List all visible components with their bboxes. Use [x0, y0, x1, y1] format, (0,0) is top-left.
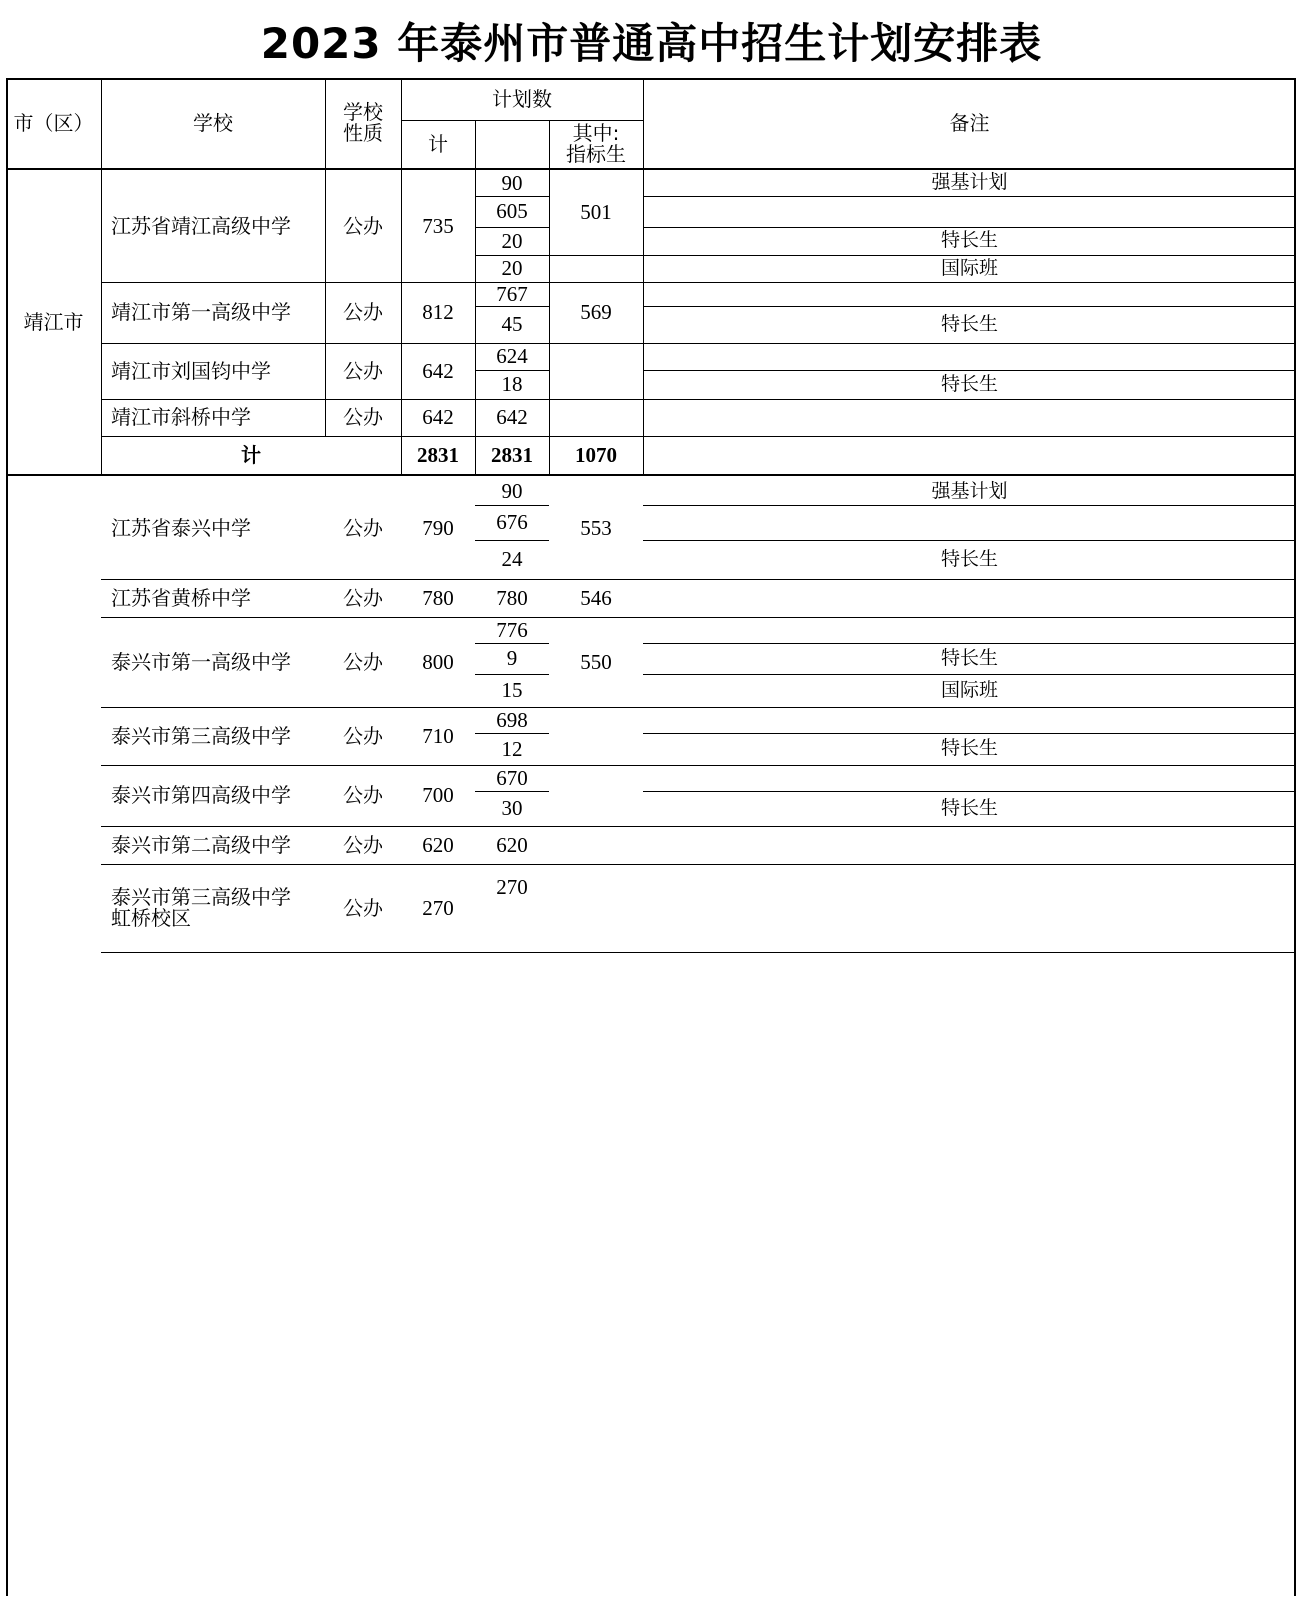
quota-count: 546 — [580, 585, 612, 610]
sum-label: 计 — [241, 442, 261, 467]
sub-row-rule — [475, 674, 549, 675]
col-rule — [475, 170, 476, 474]
note-cell — [643, 707, 1296, 733]
header-note: 备注 — [949, 110, 990, 135]
school-nature: 公办 — [343, 585, 383, 610]
sub-row-rule — [475, 196, 549, 197]
school-nature: 公办 — [343, 516, 383, 540]
col-rule — [643, 170, 644, 474]
plan-total: 620 — [422, 832, 454, 857]
plan-count: 90 — [501, 170, 523, 195]
plan-count: 30 — [501, 796, 523, 821]
header-nature: 学校 性质 — [343, 100, 383, 145]
school-nature: 公办 — [343, 723, 383, 748]
header-total: 计 — [428, 131, 448, 156]
school-name: 靖江市刘国钧中学 — [111, 358, 271, 383]
note-cell — [643, 765, 1296, 791]
note-cell — [643, 399, 1296, 436]
school-name: 泰兴市第三高级中学 虹桥校区 — [111, 885, 291, 930]
quota-rule — [549, 255, 643, 256]
note-cell — [643, 196, 1296, 227]
col-rule — [101, 170, 102, 474]
note-cell: 特长生 — [940, 229, 998, 252]
district-bottom-rule — [6, 474, 1296, 476]
plan-total: 270 — [422, 895, 454, 920]
note-row-rule — [643, 306, 1296, 307]
note-row-rule — [643, 643, 1296, 644]
note-row-rule — [643, 540, 1296, 541]
school-nature: 公办 — [343, 358, 383, 383]
header-plan: 计划数 — [492, 86, 552, 111]
quota-count — [549, 399, 643, 436]
note-row-rule — [643, 196, 1296, 197]
header-col-rule — [401, 78, 402, 168]
school-name: 泰兴市第三高级中学 — [111, 723, 291, 748]
school-nature: 公办 — [343, 649, 383, 674]
note-cell: 特长生 — [940, 646, 998, 669]
school-nature: 公办 — [343, 783, 383, 807]
quota-count — [549, 765, 643, 826]
page-title: 2023 年泰州市普通高中招生计划安排表 — [260, 19, 1043, 68]
plan-count: 24 — [501, 547, 523, 572]
note-cell: 特长生 — [940, 372, 998, 395]
note-row-rule — [643, 370, 1296, 371]
plan-count: 780 — [496, 585, 528, 610]
note-cell — [643, 864, 1296, 911]
quota-count — [549, 864, 643, 952]
note-row-rule — [643, 733, 1296, 734]
sub-row-rule — [475, 643, 549, 644]
plan-count: 642 — [496, 405, 528, 430]
plan-count: 90 — [501, 479, 523, 504]
school-name: 靖江市第一高级中学 — [111, 300, 291, 324]
school-name: 靖江市斜桥中学 — [111, 405, 251, 429]
sum-quota: 1070 — [575, 442, 617, 467]
header-col-rule — [549, 120, 550, 168]
plan-count: 670 — [496, 765, 528, 790]
header-school: 学校 — [193, 110, 233, 135]
note-row-rule — [643, 255, 1296, 256]
sub-row-rule — [475, 505, 549, 506]
note-cell — [643, 505, 1296, 540]
sum-plan: 2831 — [491, 442, 533, 467]
note-row-rule — [643, 227, 1296, 228]
plan-count: 45 — [501, 312, 523, 337]
note-cell — [643, 617, 1296, 643]
school-nature: 公办 — [343, 895, 383, 920]
note-cell: 特长生 — [940, 312, 998, 335]
note-row-rule — [643, 505, 1296, 506]
plan-total: 780 — [422, 585, 454, 610]
col-rule — [401, 170, 402, 474]
plan-total: 800 — [422, 649, 454, 674]
school-name: 江苏省靖江高级中学 — [111, 213, 291, 238]
school-name: 泰兴市第四高级中学 — [111, 783, 291, 807]
note-row-rule — [643, 674, 1296, 675]
note-cell: 特长生 — [940, 796, 998, 819]
enrollment-plan-table — [6, 78, 1296, 1596]
quota-count: 501 — [580, 200, 612, 225]
school-nature: 公办 — [343, 832, 383, 857]
note-cell — [643, 343, 1296, 370]
school-nature: 公办 — [343, 300, 383, 324]
note-cell: 特长生 — [940, 547, 998, 570]
school-name: 泰兴市第二高级中学 — [111, 832, 291, 857]
note-cell: 强基计划 — [931, 171, 1008, 194]
plan-count: 620 — [496, 832, 528, 857]
header-col-rule — [643, 78, 644, 168]
quota-count: 569 — [580, 300, 612, 325]
sub-row-rule — [475, 306, 549, 307]
quota-count: 550 — [580, 649, 612, 674]
note-cell — [643, 826, 1296, 864]
plan-count: 15 — [501, 678, 523, 703]
plan-count: 18 — [501, 372, 523, 397]
plan-count: 12 — [501, 736, 523, 761]
col-rule — [325, 170, 326, 436]
plan-total: 790 — [422, 516, 454, 541]
plan-count: 9 — [506, 646, 518, 671]
sub-row-rule — [475, 370, 549, 371]
plan-count: 676 — [496, 510, 528, 535]
header-quota: 其中: 指标生 — [566, 121, 626, 166]
plan-total: 700 — [422, 783, 454, 808]
header-col-rule — [475, 120, 476, 168]
note-cell: 特长生 — [940, 737, 998, 760]
quota-count: 553 — [580, 516, 612, 541]
plan-count: 270 — [496, 875, 528, 900]
plan-count: 698 — [496, 707, 528, 732]
note-row-rule — [643, 791, 1296, 792]
school-row-rule — [101, 952, 1296, 953]
quota-count — [549, 707, 643, 765]
plan-total: 642 — [422, 358, 454, 383]
sum-total: 2831 — [417, 442, 459, 467]
school-nature: 公办 — [343, 213, 383, 238]
note-cell: 国际班 — [940, 678, 998, 701]
plan-count: 624 — [496, 344, 528, 369]
school-name: 泰兴市第一高级中学 — [111, 649, 291, 674]
district-name: 靖江市 — [23, 309, 84, 334]
col-rule — [549, 170, 550, 474]
school-nature: 公办 — [343, 405, 383, 429]
school-name: 江苏省泰兴中学 — [111, 516, 251, 540]
plan-total: 735 — [422, 213, 454, 238]
plan-count: 776 — [496, 617, 528, 642]
plan-count: 20 — [501, 256, 523, 281]
header-city: 市（区） — [13, 110, 94, 135]
sub-row-rule — [475, 227, 549, 228]
note-cell: 强基计划 — [931, 479, 1008, 502]
sub-row-rule — [475, 791, 549, 792]
sub-row-rule — [475, 255, 549, 256]
header-col-rule — [101, 78, 102, 168]
plan-count: 767 — [496, 281, 528, 306]
note-cell — [643, 282, 1296, 306]
plan-total: 642 — [422, 405, 454, 430]
plan-count: 605 — [496, 199, 528, 224]
header-rule — [401, 120, 643, 121]
quota-count — [549, 826, 643, 864]
plan-total: 710 — [422, 723, 454, 748]
sub-row-rule — [475, 540, 549, 541]
plan-count: 20 — [501, 228, 523, 253]
plan-total: 812 — [422, 300, 454, 325]
school-name: 江苏省黄桥中学 — [111, 585, 251, 610]
note-cell: 国际班 — [940, 256, 998, 279]
header-col-rule — [325, 78, 326, 168]
quota-count — [549, 343, 643, 399]
note-cell — [643, 579, 1296, 617]
sub-row-rule — [475, 733, 549, 734]
